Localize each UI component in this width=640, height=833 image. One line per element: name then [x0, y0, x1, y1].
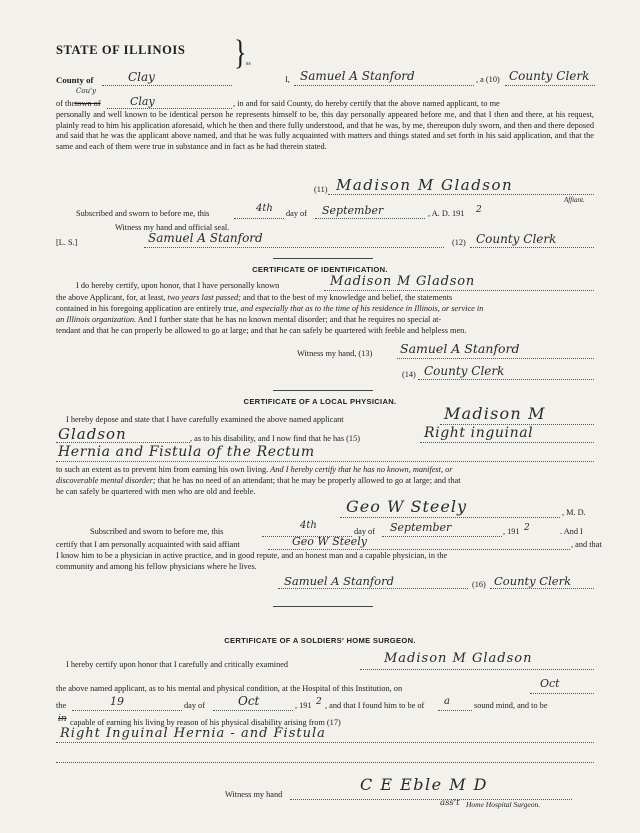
sg-the-label: the	[56, 701, 67, 710]
sg-surgeon-signature: C E Eble M D	[360, 775, 488, 794]
ph-line8-suffix: , and that	[571, 540, 602, 549]
ph-cond-line2	[56, 461, 594, 462]
identification-heading: CERTIFICATE OF IDENTIFICATION.	[252, 265, 388, 274]
id-title: County Clerk	[424, 364, 505, 378]
sg-asst-value: ass't	[440, 798, 460, 808]
oath-subscribed-label: Subscribed and sworn to before me, this	[76, 209, 210, 218]
id-applicant-name: Madison M Gladson	[330, 274, 476, 289]
ph-clerk-title: County Clerk	[494, 574, 572, 588]
county-line	[102, 85, 232, 86]
ph-line1-prefix: I hereby depose and state that I have carefully examined the above named applicant	[66, 415, 344, 424]
sg-in-value: in	[58, 714, 67, 724]
id-line5: tendant and that he can properly be allowed to go at large; and that he can safely be quartered with feeble and helpless men.	[56, 326, 467, 335]
ph-line6: he can safely be quartered with men who are old and feeble.	[56, 487, 256, 496]
of-the-label: of the	[56, 99, 76, 108]
ph-line2-mid: , as to his disability, and I now find that he has (15)	[190, 434, 360, 443]
md-label: , M. D.	[562, 508, 586, 517]
ph-line9: I know him to be a physician in active practice, and in good repute, and an honest man and a capable physician, in the	[56, 551, 448, 560]
sg-applicant-name: Madison M Gladson	[384, 651, 533, 666]
ph-clerk-line	[278, 588, 468, 589]
town-line	[107, 108, 232, 109]
id-line4-b: And I further state that he has no known mental disorder; and that he requires no special at-	[136, 315, 442, 324]
sg-sound-line	[438, 710, 472, 711]
sg-cause-line2	[56, 762, 594, 763]
sg-year-value: 2	[316, 697, 322, 707]
ph-day-value: 4th	[300, 520, 317, 531]
sg-sound-value: a	[444, 696, 450, 707]
a-label: , a (10)	[476, 75, 500, 84]
md-signature: Geo W Steely	[346, 497, 467, 516]
ph-month-line	[382, 536, 502, 537]
id-line2-a: the above Applicant, for, at least,	[56, 293, 168, 302]
sg-cause-value: Right Inguinal Hernia - and Fistula	[60, 726, 326, 741]
affiant-line	[328, 194, 594, 195]
sg-witness-label: Witness my hand	[225, 790, 283, 799]
ph-line4-italic: And I hereby certify that he has no known, manifest, or	[270, 465, 453, 474]
id-witness-signature: Samuel A Stanford	[400, 341, 520, 356]
oath-clerk-signature: Samuel A Stanford	[148, 231, 263, 245]
ph-year-label: , 191	[503, 527, 520, 536]
sg-month-value: Oct	[238, 694, 260, 708]
affiant-label: Affiant.	[564, 196, 585, 204]
ph-month-value: September	[390, 521, 452, 534]
sg-name-line	[360, 669, 594, 670]
oath-clerk-title: County Clerk	[476, 232, 557, 246]
ph-cond-part2: Hernia and Fistula of the Rectum	[58, 444, 315, 460]
sg-line3-end: sound mind, and to be	[474, 701, 548, 710]
ph-day-of-label: day of	[354, 527, 375, 536]
clerk-title-line	[505, 85, 595, 86]
divider-3	[273, 606, 373, 607]
sg-line4-rest: capable of earning his living by reason of his physical disability arising from (17)	[70, 718, 341, 727]
clerk-name-line	[294, 85, 474, 86]
id-line4-italic: an Illinois organization.	[56, 315, 137, 324]
town-label: town of	[75, 99, 101, 108]
ph-and-i: . And I	[560, 527, 583, 536]
town-inserted: Cou'y	[76, 87, 96, 95]
county-value: Clay	[128, 70, 155, 84]
oath-body: personally and well known to be identical person he represents himself to be, this day personally appeared before me, and that I then and there, at his request, plainly read to him his application aforesaid, which he then and there fully understood, and that he was, by me, thereupon duly sworn, and then and there deposed and said that he was the applicant above named, and that he was fully acquainted with matters and things stated and set forth in his said application, and that the same and each of them were true in substance and in fact as he had therein stated.	[56, 110, 594, 151]
id-line1-prefix: I do hereby certify, upon honor, that I have personally known	[76, 281, 280, 290]
oath-year-label: , A. D. 191	[428, 209, 465, 218]
sg-line2-prefix: the above named applicant, as to his mental and physical condition, at the Hospital of this Institution, on	[56, 684, 403, 693]
sg-line3-mid: , and that I found him to be of	[325, 701, 425, 710]
witness-seal-label: Witness my hand and official seal.	[115, 223, 230, 232]
id-witness-line	[397, 358, 594, 359]
ss-label: ss	[246, 61, 251, 67]
divider-1	[273, 258, 373, 259]
i-label: I,	[285, 75, 290, 84]
ph-cond-line1	[420, 442, 594, 443]
sg-on-value: Oct	[540, 677, 560, 690]
id-name-line	[324, 290, 594, 291]
id-title-line	[418, 379, 594, 380]
id-line3-italic: and especially that as to the time of his residence in Illinois, or service in	[240, 304, 484, 313]
ph-line8-prefix: certify that I am personally acquainted with said affiant	[56, 540, 240, 549]
sg-day-value: 19	[110, 695, 124, 708]
oath-day-value: 4th	[256, 203, 273, 214]
id-line2-italic: two years last passed;	[167, 293, 241, 302]
sg-month-line	[213, 710, 293, 711]
num-16: (16)	[472, 580, 486, 589]
town-value: Clay	[130, 95, 155, 108]
divider-2	[273, 390, 373, 391]
oath-year-value: 2	[476, 205, 482, 215]
oath-clerk-line	[144, 247, 444, 248]
sg-day-of-label: day of	[184, 701, 205, 710]
ph-year-value: 2	[524, 523, 530, 533]
ph-line4-a: to such an extent as to prevent him from earning his own living.	[56, 465, 271, 474]
sg-day-line	[72, 710, 182, 711]
ph-line10: community and among his fellow physicians where he lives.	[56, 562, 257, 571]
affiant-signature: Madison M Gladson	[336, 176, 514, 194]
ph-title-line	[490, 588, 594, 589]
id-line3-a: contained in his foregoing application are entirely true,	[56, 304, 241, 313]
oath-month-line	[315, 218, 425, 219]
ph-cond-part1: Right inguinal	[424, 425, 534, 441]
sg-surgeon-title: Home Hospital Surgeon.	[466, 800, 541, 809]
clerk-name: Samuel A Stanford	[300, 69, 415, 83]
oath-day-line	[234, 218, 284, 219]
oath-title-line	[470, 247, 594, 248]
clerk-title: County Clerk	[509, 69, 590, 83]
oath-day-of-label: day of	[286, 209, 307, 218]
id-witness-label: Witness my hand, (13)	[297, 349, 373, 358]
ph-subscribed-label: Subscribed and sworn to before me, this	[90, 527, 224, 536]
ph-clerk-signature: Samuel A Stanford	[284, 574, 394, 588]
oath-month-value: September	[322, 204, 384, 217]
ph-affiant-value: Geo W Steely	[292, 535, 367, 548]
sg-line1-prefix: I hereby certify upon honor that I carefully and critically examined	[66, 660, 289, 669]
ls-label: [L. S.]	[56, 238, 78, 247]
sg-cause-line1	[56, 742, 594, 743]
ph-line5-italic: discoverable mental disorder;	[56, 476, 156, 485]
ph-line5-b: that he has no need of an attendant; that he may be properly allowed to go at large; and that	[155, 476, 461, 485]
state-heading: STATE OF ILLINOIS	[56, 43, 186, 57]
sg-year-label: , 191	[295, 701, 312, 710]
id-line2-b: and that to the best of my knowledge and belief, the statements	[240, 293, 453, 302]
surgeon-heading: CERTIFICATE OF A SOLDIERS' HOME SURGEON.	[224, 636, 416, 645]
oath-line1-rest: , in and for said County, do hereby certify that the above named applicant, to me	[233, 99, 500, 108]
brace-bracket: }	[234, 32, 247, 72]
ph-name-part2: Gladson	[58, 425, 127, 443]
sg-on-line	[530, 693, 594, 694]
physician-heading: CERTIFICATE OF A LOCAL PHYSICIAN.	[243, 397, 397, 406]
ph-name-part1: Madison M	[444, 404, 546, 423]
md-signature-line	[340, 517, 560, 518]
num-14: (14)	[402, 370, 416, 379]
affiant-number: (11)	[314, 185, 328, 194]
county-label: County of	[56, 75, 94, 85]
ph-affiant-line	[268, 549, 570, 550]
num-12: (12)	[452, 238, 466, 247]
